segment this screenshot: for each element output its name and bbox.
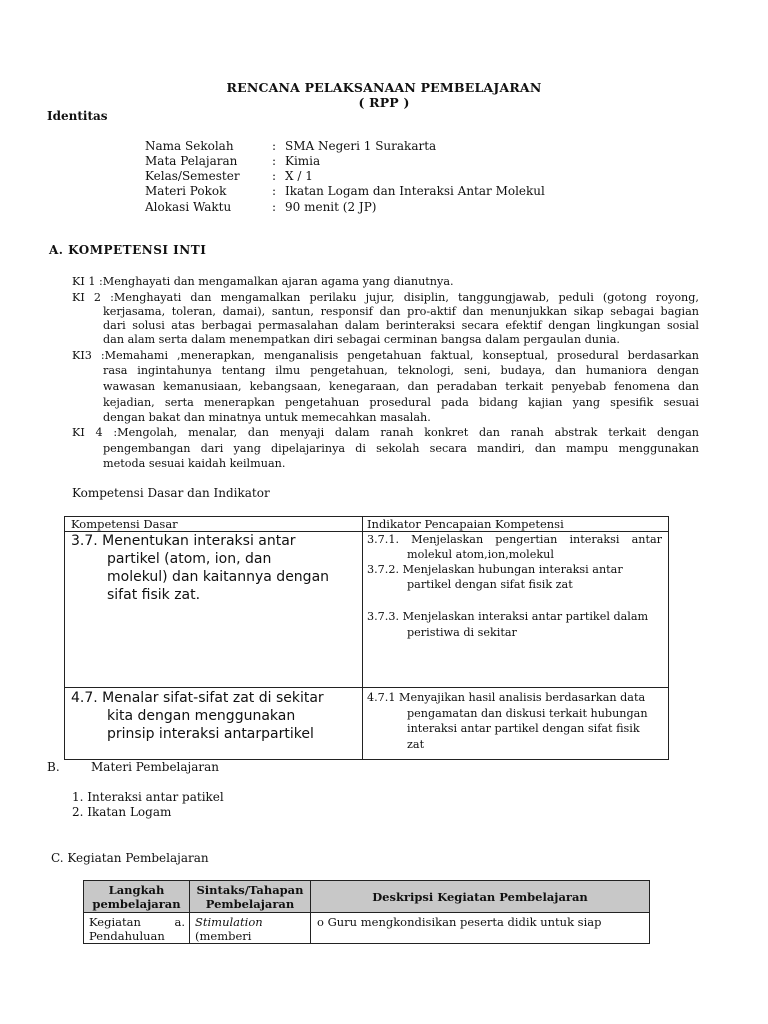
section-b-letter: B. [47,760,60,774]
section-c-heading: C. Kegiatan Pembelajaran [51,851,209,865]
header-line: Sintaks/Tahapan [196,882,304,897]
identitas-label: Materi Pokok [145,184,227,198]
indikator-col-header: Indikator Pencapaian Kompetensi [363,517,669,532]
identitas-value: X / 1 [285,169,313,183]
indikator-line: molekul atom,ion,molekul [407,548,554,561]
identitas-value: Ikatan Logam dan Interaksi Antar Molekul [285,184,545,198]
indikator-line: pengamatan dan diskusi terkait hubungan [407,706,648,720]
section-a-heading: A. KOMPETENSI INTI [49,243,207,257]
ki2-line: KI 2 :Menghayati dan mengamalkan perilaku jujur, disiplin, tanggungjawab, peduli (gotong royong, [72,291,699,304]
kd-heading: Kompetensi Dasar dan Indikator [72,486,270,500]
identitas-sep: : [272,154,277,168]
kd-3-7-line: sifat fisik zat. [107,587,201,603]
kegiatan-header-langkah [84,881,190,913]
indikator-4-7-cell [363,688,669,760]
kd-4-7-cell [65,688,363,760]
ki1-line: KI 1 :Menghayati dan mengamalkan ajaran agama yang dianutnya. [72,275,454,288]
identitas-sep: : [272,139,277,153]
identitas-sep: : [272,169,277,183]
ki4-line: metoda sesuai kaidah keilmuan. [103,457,286,470]
identitas-sep: : [272,200,277,214]
indikator-line: interaksi antar partikel dengan sifat fisik [407,722,640,735]
kegiatan-langkah-cell [84,913,190,944]
deskripsi-text: o Guru mengkondisikan peserta didik untuk siap [317,915,602,929]
ki3-line: kejadian, serta menerapkan pengetahuan prosedural pada bidang kajian yang spesifik sesuai [103,396,699,409]
identitas-label: Alokasi Waktu [145,200,232,214]
kd-3-7-line: molekul) dan kaitannya dengan [107,569,330,585]
ki2-line: kerjasama, toleran, damai), santun, responsif dan pro-aktif dan menunjukkan sikap sebagai bagian [103,305,699,318]
indikator-line: 3.7.3. Menjelaskan interaksi antar partikel dalam [367,610,649,623]
kd-table [64,516,669,760]
page-subtitle: ( RPP ) [358,95,410,110]
ki4-line: KI 4 :Mengolah, menalar, dan menyaji dalam ranah konkret dan ranah abstrak terkait dengan [72,426,699,439]
indikator-line: zat [407,737,425,751]
kd-4-7-line: kita dengan menggunakan [107,708,296,724]
indikator-line: partikel dengan sifat fisik zat [407,578,573,591]
langkah-text: a. [174,915,185,929]
materi-item: 2. Ikatan Logam [72,805,172,819]
identitas-heading: Identitas [47,109,108,123]
identitas-value: SMA Negeri 1 Surakarta [285,139,437,153]
page-title: RENCANA PELAKSANAAN PEMBELAJARAN [226,80,542,95]
ki2-line: dan alam serta dalam menempatkan diri sebagai cerminan bangsa dalam pergaulan dunia. [103,333,620,346]
kd-4-7-line: prinsip interaksi antarpartikel [107,726,314,742]
identitas-label: Nama Sekolah [145,139,234,153]
indikator-3-7-cell [363,532,669,688]
kd-4-7-line: 4.7. Menalar sifat-sifat zat di sekitar [71,690,324,706]
ki4-line: pengembangan dari yang dipelajarinya di sekolah secara mandiri, dan mampu menggunakan [103,442,699,455]
indikator-line: 3.7.1. Menjelaskan pengertian interaksi antar [367,533,662,546]
identitas-label: Kelas/Semester [145,169,240,183]
kegiatan-header-sintaks [190,881,311,913]
kd-3-7-cell [65,532,363,688]
kd-3-7-line: 3.7. Menentukan interaksi antar [71,533,296,549]
kd-col-header: Kompetensi Dasar [65,517,363,532]
ki3-line: wawasan kemanusiaan, kebangsaan, kenegaraan, dan peradaban terkait penyebab fenomena dan [103,380,699,393]
sintaks-text: (memberi [195,929,252,943]
indikator-line: peristiwa di sekitar [407,626,517,639]
langkah-text: Kegiatan [89,915,141,929]
section-b-title: Materi Pembelajaran [91,760,220,774]
identitas-value: 90 menit (2 JP) [285,200,377,214]
identitas-value: Kimia [285,154,321,168]
ki3-line: KI3 :Memahami ,menerapkan, menganalisis pengetahuan faktual, konseptual, prosedural berdasarkan [72,349,699,362]
identitas-sep: : [272,184,277,198]
kegiatan-deskripsi-cell [311,913,650,944]
sintaks-text: Stimulation [195,915,263,929]
kegiatan-header-deskripsi: Deskripsi Kegiatan Pembelajaran [311,881,650,913]
kegiatan-table [83,880,650,944]
header-line: Pembelajaran [205,896,295,911]
kd-3-7-line: partikel (atom, ion, dan [107,551,272,567]
identitas-label: Mata Pelajaran [145,154,238,168]
header-line: pembelajaran [92,896,181,911]
ki3-line: dengan bakat dan minatnya untuk memecahkan masalah. [103,411,431,424]
ki2-line: dari solusi atas berbagai permasalahan dalam berinteraksi secara efektif dengan lingkungan sosial [103,319,699,332]
materi-item: 1. Interaksi antar patikel [72,790,224,804]
header-line: Langkah [108,882,165,897]
langkah-text: Pendahuluan [89,929,165,943]
indikator-line: 3.7.2. Menjelaskan hubungan interaksi antar [367,563,623,576]
kegiatan-sintaks-cell [190,913,311,944]
indikator-line: 4.7.1 Menyajikan hasil analisis berdasarkan data [367,691,646,704]
ki3-line: rasa ingintahunya tentang ilmu pengetahuan, teknologi, seni, budaya, dan humaniora dengan [103,364,699,377]
